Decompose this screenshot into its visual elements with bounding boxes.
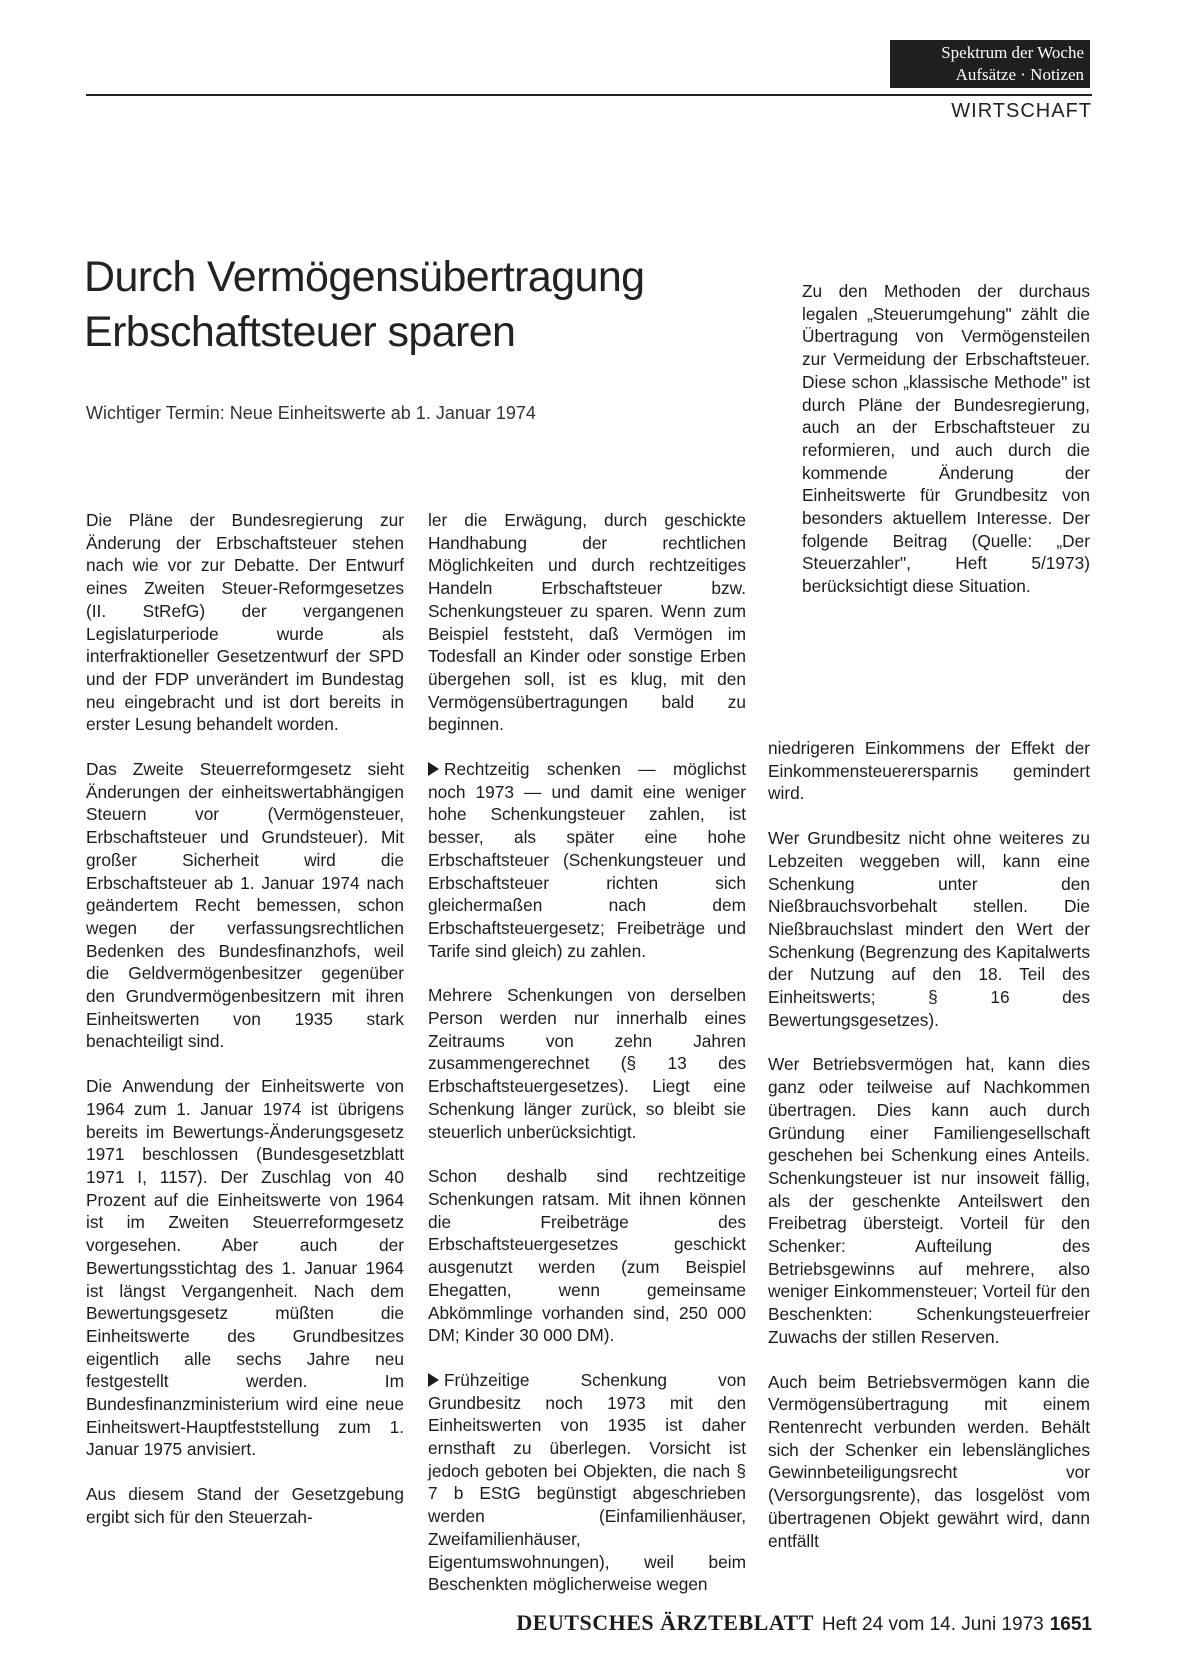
header-rule	[86, 94, 1092, 96]
paragraph: Schon deshalb sind rechtzeitige Schenkungen ratsam. Mit ihnen können die Freibeträge des Erbschaftsteuergesetzes geschickt ausgenutzt werden (zum Beispiel Ehegatten, wenn gemeinsame Abkömmlinge vorhanden sind, 250 000 DM; Kinder 30 000 DM).	[428, 1166, 746, 1346]
department-box	[890, 40, 1090, 88]
journal-name: DEUTSCHES ÄRZTEBLATT	[516, 1610, 814, 1635]
column-1	[86, 509, 404, 1551]
paragraph: Wer Betriebsvermögen hat, kann dies ganz oder teilweise auf Nachkommen übertragen. Dies kann auch durch Gründung einer Familiengesellschaft geschehen bei Schenkung eines Anteils. Schenkungsteuer ist nur insoweit fällig, als der geschenkte Anteilswert den Freibetrag übersteigt. Vorteil für den Schenker: Aufteilung des Betriebsgewinns auf mehrere, also weniger Einkommensteuer; Vorteil für den Beschenkten: Schenkungsteuerfreier Zuwachs der stillen Reserven.	[768, 1054, 1090, 1347]
paragraph: Die Anwendung der Einheitswerte von 1964 zum 1. Januar 1974 ist übrigens bereits im Bewertungs-Änderungsgesetz 1971 beschlossen (Bundesgesetzblatt 1971 I, 1157). Der Zuschlag von 40 Prozent auf die Einheitswerte von 1964 ist im Zweiten Steuerreformgesetz vorgesehen. Aber auch der Bewertungsstichtag des 1. Januar 1964 ist längst Vergangenheit. Nach dem Bewertungsgesetz müßten die Einheitswerte des Grundbesitzes eigentlich alle sechs Jahre neu festgestellt werden. Im Bundesfinanzministerium wird eine neue Einheitswert-Hauptfeststellung zum 1. Januar 1975 anvisiert.	[86, 1076, 404, 1460]
article-subtitle: Wichtiger Termin: Neue Einheitswerte ab 1. Januar 1974	[86, 403, 536, 423]
column-2	[428, 509, 746, 1618]
intro-column	[802, 280, 1090, 620]
page-number: 1651	[1049, 1614, 1092, 1635]
bullet-paragraph	[428, 1369, 746, 1596]
title-line-2: Erbschaftsteuer sparen	[84, 308, 516, 356]
page-footer	[516, 1610, 1092, 1636]
department-line-1: Spektrum der Woche	[941, 43, 1084, 62]
bullet-text: Rechtzeitig schenken — möglichst noch 1973 — und damit eine weniger hohe Schenkungsteuer zahlen, ist besser, als später eine hohe Erbschaftsteuer (Schenkungsteuer und Erbschaftsteuer richten sich gleichermaßen nach dem Erbschaftsteuergesetz; Freibeträge und Tarife sind gleich) zu zahlen.	[428, 759, 746, 961]
paragraph: niedrigeren Einkommens der Effekt der Einkommensteuerersparnis gemindert wird.	[768, 738, 1090, 804]
paragraph: Aus diesem Stand der Gesetzgebung ergibt sich für den Steuerzah-	[86, 1484, 404, 1527]
bullet-text: Frühzeitige Schenkung von Grundbesitz noch 1973 mit den Einheitswerten von 1935 ist daher ernsthaft zu überlegen. Vorsicht ist jedoch geboten bei Objekten, die nach § 7 b EStG begünstigt abgeschrieben werden (Einfamilienhäuser, Zweifamilienhäuser, Eigentumswohnungen), weil beim Beschenkten möglicherweise wegen	[428, 1369, 746, 1595]
paragraph: ler die Erwägung, durch geschickte Handhabung der rechtlichen Möglichkeiten und durch rechtzeitiges Handeln Erbschaftsteuer bzw. Schenkungsteuer zu sparen. Wenn zum Beispiel feststeht, daß Vermögen im Todesfall an Kinder oder sonstige Erben übergehen soll, ist es klug, mit den Vermögensübertragungen bald zu beginnen.	[428, 510, 746, 735]
intro-paragraph: Zu den Methoden der durchaus legalen „Steuerumgehung" zählt die Übertragung von Vermögensteilen zur Vermeidung der Erbschaftsteuer. Diese schon „klassische Methode" ist durch Pläne der Bundesregierung, auch an der Erbschaftsteuer zu reformieren, und auch durch die kommende Änderung der Einheitswerte für Grundbesitz von besonders aktuellem Interesse. Der folgende Beitrag (Quelle: „Der Steuerzahler", Heft 5/1973) berücksichtigt diese Situation.	[802, 281, 1090, 597]
paragraph: Wer Grundbesitz nicht ohne weiteres zu Lebzeiten weggeben will, kann eine Schenkung unter den Nießbrauchsvorbehalt stellen. Die Nießbrauchslast mindert den Wert der Schenkung (Begrenzung des Kapitalwerts der Nutzung auf den 18. Teil des Einheitswerts; § 16 des Bewertungsgesetzes).	[768, 828, 1090, 1030]
department-line-2: Aufsätze · Notizen	[955, 65, 1084, 84]
triangle-bullet-icon	[428, 762, 439, 776]
section-label: WIRTSCHAFT	[951, 100, 1092, 122]
paragraph: Das Zweite Steuerreformgesetz sieht Änderungen der einheitswertabhängigen Steuern vor (Vermögensteuer, Erbschaftsteuer und Grundsteuer). Mit großer Sicherheit wird die Erbschaftsteuer ab 1. Januar 1974 nach geändertem Recht bemessen, schon wegen der verfassungsrechtlichen Bedenken des Bundesfinanzhofs, weil die Geldvermögenbesitzer gegenüber den Grundvermögenbesitzern mit ihren Einheitswerten von 1935 stark benachteiligt sind.	[86, 759, 404, 1052]
triangle-bullet-icon	[428, 1373, 439, 1387]
issue-info: Heft 24 vom 14. Juni 1973	[821, 1614, 1044, 1635]
paragraph: Auch beim Betriebsvermögen kann die Vermögensübertragung mit einem Rentenrecht verbunden werden. Behält sich der Schenker ein lebenslängliches Gewinnbeteiligungsrecht vor (Versorgungsrente), das losgelöst vom übertragenen Objekt gewährt wird, dann entfällt	[768, 1371, 1090, 1551]
title-line-1: Durch Vermögensübertragung	[84, 253, 645, 301]
column-3	[768, 737, 1090, 1574]
article-title	[84, 250, 734, 360]
bullet-paragraph	[428, 758, 746, 962]
paragraph: Die Pläne der Bundesregierung zur Änderung der Erbschaftsteuer stehen nach wie vor zur Debatte. Der Entwurf eines Zweiten Steuer-Reformgesetzes (II. StRefG) der vergangenen Legislaturperiode wurde als interfraktioneller Gesetzentwurf der SPD und der FDP unverändert im Bundestag neu eingebracht und ist dort bereits in erster Lesung behandelt worden.	[86, 510, 404, 735]
paragraph: Mehrere Schenkungen von derselben Person werden nur innerhalb eines Zeitraums von zehn Jahren zusammengerechnet (§ 13 des Erbschaftsteuergesetzes). Liegt eine Schenkung länger zurück, so bleibt sie steuerlich unberücksichtigt.	[428, 985, 746, 1142]
